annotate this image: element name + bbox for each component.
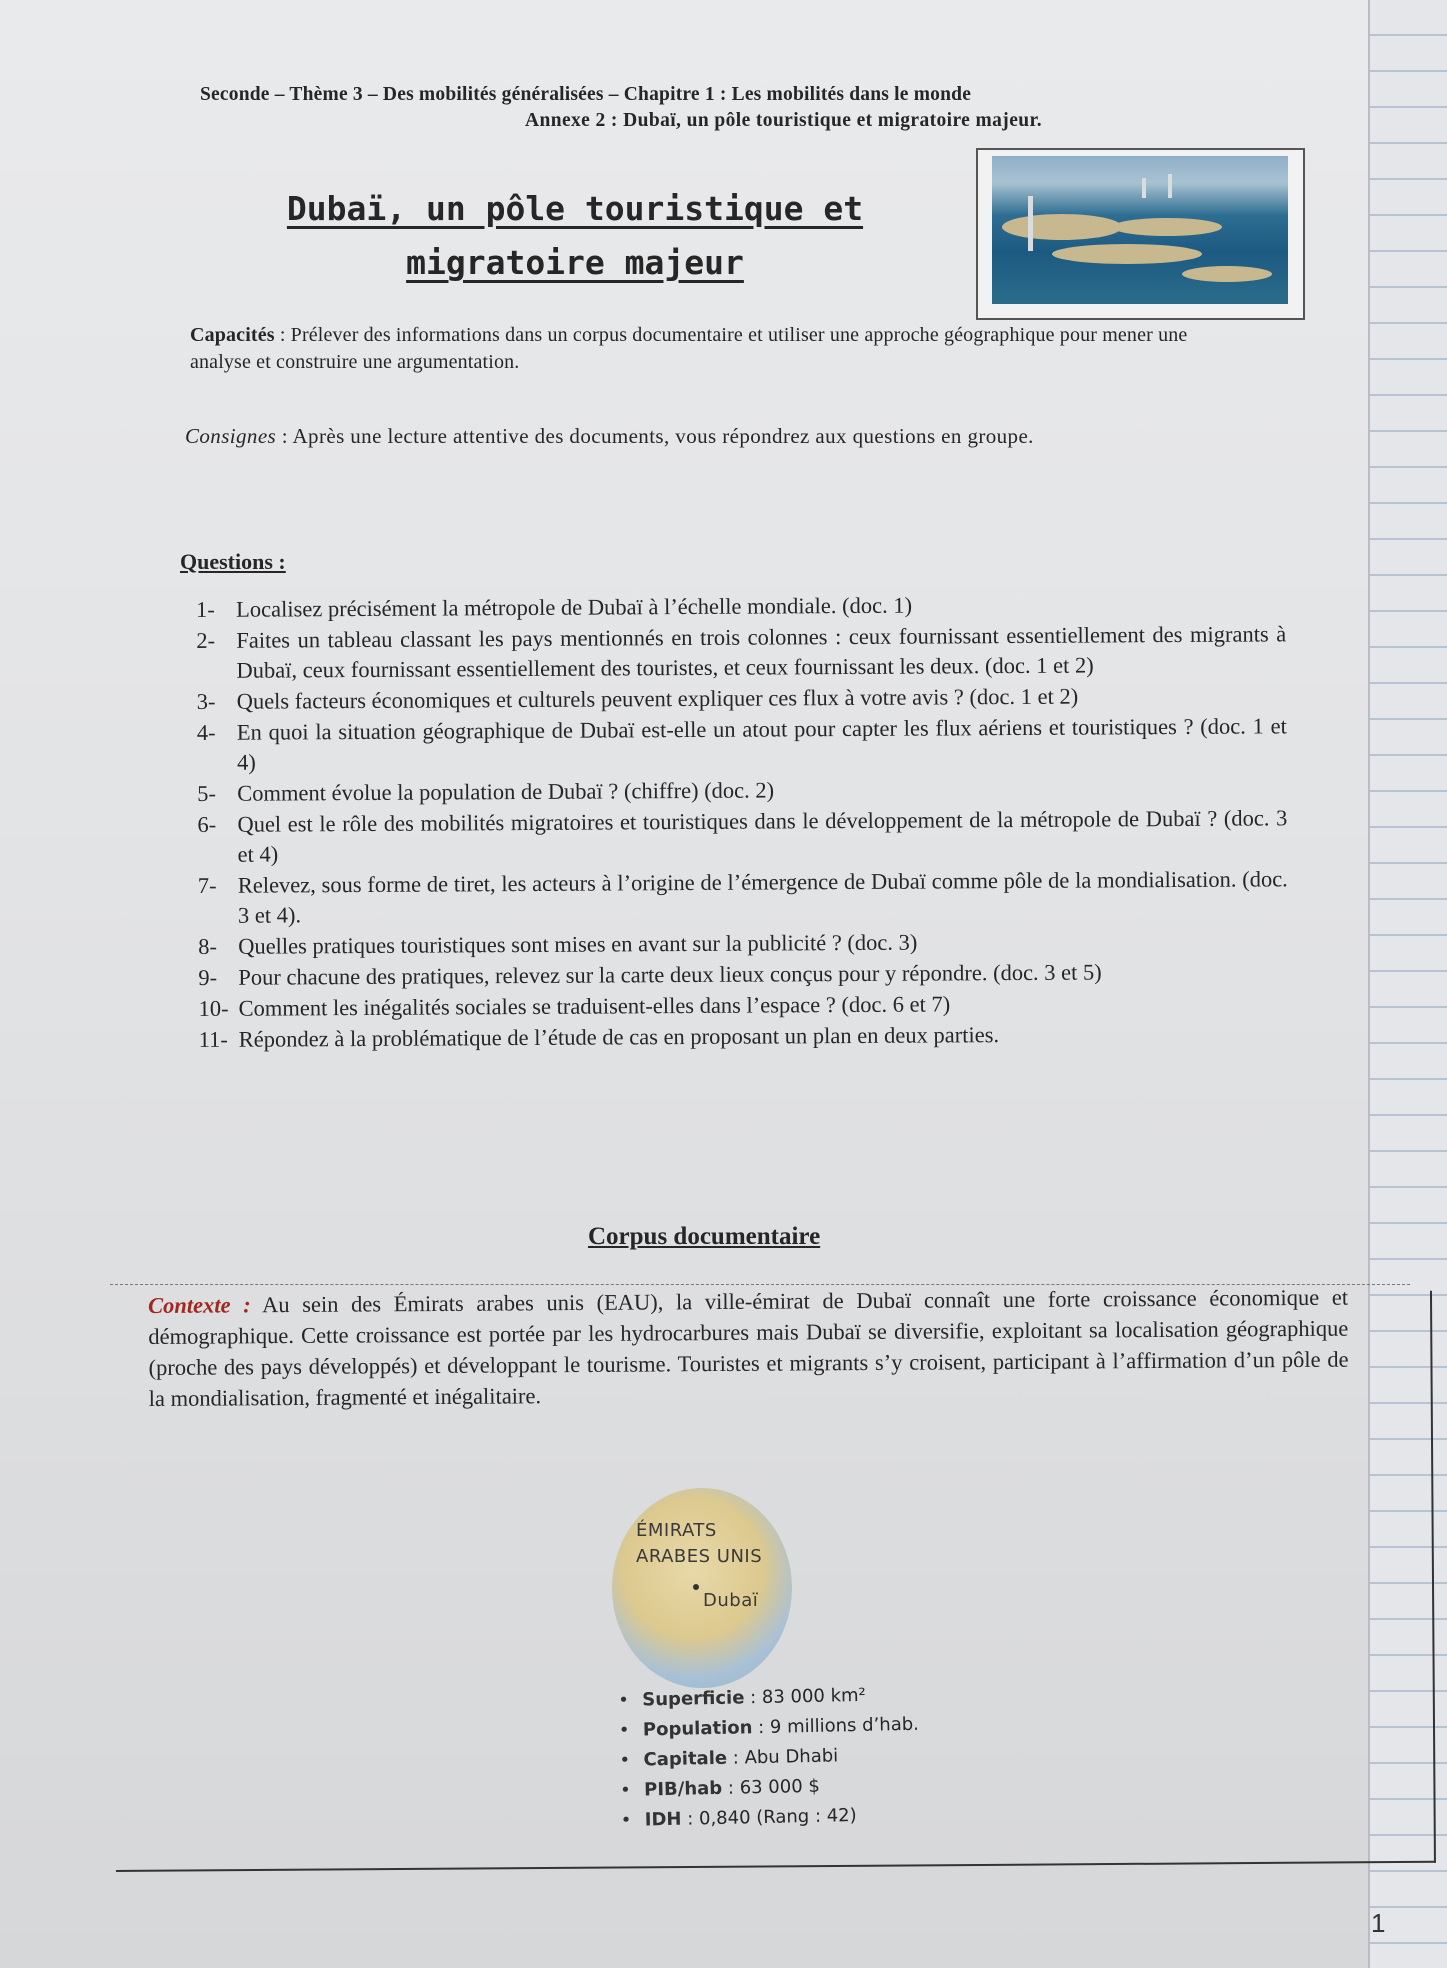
fact-item: • IDH : 0,840 (Rang : 42) [621,1797,1042,1836]
question-item: 7- Relevez, sous forme de tiret, les acteurs à l’origine de l’émergence de Dubaï comme pôle de la mondialisation. (doc. 3 et 4). [197,866,1288,928]
corpus-title: Corpus documentaire [588,1223,821,1250]
fact-item: • Population : 9 millions d’hab. [619,1707,1040,1746]
question-item: 9- Pour chacune des pratiques, relevez sur la carte deux lieux conçus pour y répondre. (doc. 3 et 5) [198,959,1102,990]
fact-item: • Capitale : Abu Dhabi [619,1737,1040,1776]
question-item: 6- Quel est le rôle des mobilités migratoires et touristiques dans le développement de la métropole de Dubaï ? (doc. 3 et 4) [197,805,1288,867]
question-item: 3- Quels facteurs économiques et culturels peuvent expliquer ces flux à votre avis ? (doc. 1 et 2) [196,683,1079,714]
map-city-label: Dubaï [703,1590,759,1611]
question-item: 4- En quoi la situation géographique de Dubaï est-elle un atout pour capter les flux aériens et touristiques ? (doc. 1 et 4) [196,713,1287,775]
consignes-paragraph [185,419,1225,454]
page-number: 1 [1371,1908,1386,1938]
context-paragraph [148,1282,1349,1414]
header-annex-line: Annexe 2 : Dubaï, un pôle touristique et migratoire majeur. [525,110,1043,131]
capacites-label: Capacités [190,324,275,346]
dubai-photo-frame [976,148,1305,320]
questions-list [196,588,1289,1056]
header-course-line: Seconde – Thème 3 – Des mobilités généralisées – Chapitre 1 : Les mobilités dans le monde [200,84,972,105]
map-country-label-1: ÉMIRATS [636,1520,717,1541]
capacites-text: : Prélever des informations dans un corpus documentaire et utiliser une approche géographique pour mener une analyse et construire une argumentation. [190,324,1188,373]
page-title [230,182,920,290]
title-line-1: Dubaï, un pôle touristique et [286,189,864,228]
key-facts-list [618,1677,1041,1836]
fact-item: • Superficie : 83 000 km² [618,1677,1039,1716]
fact-item: • PIB/hab : 63 000 $ [620,1767,1041,1806]
uae-locator-map [612,1488,792,1688]
dubai-location-marker [693,1584,699,1590]
question-item: 1- Localisez précisément la métropole de Dubaï à l’échelle mondiale. (doc. 1) [196,592,913,622]
question-item: 8- Quelles pratiques touristiques sont mises en avant sur la publicité ? (doc. 3) [198,929,918,959]
question-item: 11- Répondez à la problématique de l’étude de cas en proposant un plan en deux parties. [198,1022,1000,1052]
consignes-label: Consignes [185,424,277,448]
context-text: Au sein des Émirats arabes unis (EAU), la ville-émirat de Dubaï connaît une forte croissance économique et démographique. Cette croissance est portée par les hydrocarbures mais Dubaï se diversifie, exploitant sa localisation géographique (proche des pays développés) et développant le tourisme. Touristes et migrants s’y croisent, participant à l’affirmation d’un pôle de la mondialisation, fragmenté et inégalitaire. [148,1284,1349,1411]
map-country-label-2: ARABES UNIS [636,1546,763,1567]
question-item: 2- Faites un tableau classant les pays mentionnés en trois colonnes : ceux fournissant essentiellement des migrants à Dubaï, ceux fournissant essentiellement des touristes, et ceux fournissant les deux. (doc. 1 et 2) [196,621,1287,683]
title-line-2: migratoire majeur [406,243,744,282]
capacites-paragraph [190,322,1215,376]
question-item: 10- Comment les inégalités sociales se traduisent-elles dans l’espace ? (doc. 6 et 7) [198,991,951,1021]
questions-heading: Questions : [180,549,286,574]
consignes-text: : Après une lecture attentive des documents, vous répondrez aux questions en groupe. [276,424,1034,448]
dubai-palm-island-photo [992,156,1288,304]
question-item: 5- Comment évolue la population de Dubaï ? (chiffre) (doc. 2) [197,777,775,806]
context-label: Contexte : [148,1292,251,1318]
